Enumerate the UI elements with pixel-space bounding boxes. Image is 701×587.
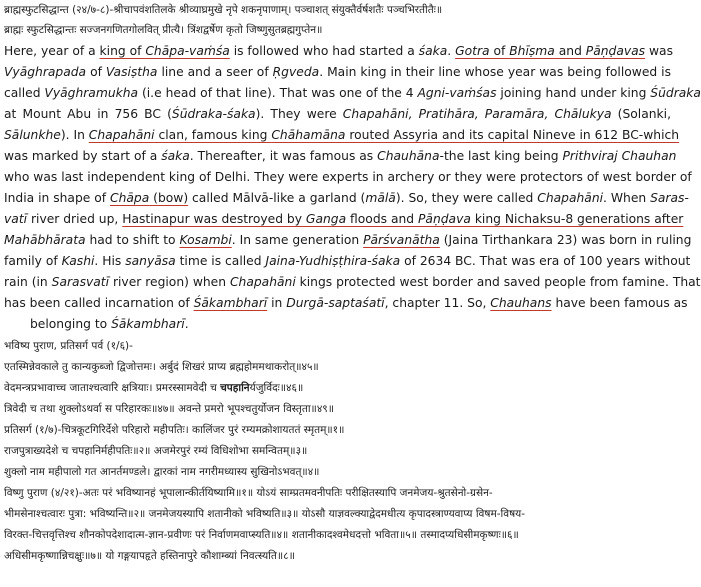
italic-term: vatī	[4, 212, 28, 226]
verse-text: र्यजुर्विदः॥४६॥	[249, 382, 304, 394]
italic-term: mālā	[365, 191, 396, 205]
verse-line	[4, 359, 671, 375]
italic-term: Vyāghramukha	[44, 86, 139, 100]
underlined-term: Chauhans	[490, 296, 552, 310]
italic-term: Prithviraj Chauhan	[562, 149, 677, 163]
text-span: family of	[4, 254, 62, 268]
italic-term: Jaina-Yudhiṣṭhira-śaka	[265, 254, 401, 268]
paragraph-line-4	[4, 105, 671, 123]
text-span: of	[86, 65, 106, 79]
underlined-phrase: clan, famous king	[154, 128, 272, 142]
text-span: -the last king being	[439, 149, 563, 163]
text-span: time is called	[175, 254, 266, 268]
verse-text: भविष्य पुराण, प्रतिसर्ग पर्व (१/६)-	[4, 340, 133, 352]
verse-text: वेदमन्त्रप्रभावाच्च जाताश्चत्वारि क्षत्रियाः। प्रमरस्सामवेदी च	[4, 382, 221, 394]
italic-term: sanyāsa	[125, 254, 176, 268]
text-span: Here, year of a	[4, 44, 100, 58]
text-span: have been famous as	[551, 296, 688, 310]
paragraph-line-6	[4, 147, 677, 165]
text-span: ). They were	[255, 107, 343, 121]
underlined-phrase: (bow)	[149, 191, 189, 205]
text-span: called Mālvā-like a garland (	[188, 191, 366, 205]
underlined-term: Bhīṣma	[509, 44, 555, 58]
italic-term: Durgā-saptaśatī	[286, 296, 385, 310]
verse-line	[4, 401, 671, 417]
sanskrit-text: ब्राह्मस्फुटसिद्धान्त (२४/७-८)-श्रीचापवंशतिलके श्रीव्याघ्रमुखे नृपे शकनृपाणाम्। पञ्चाशत् संयुक्तैर्वर्षशतैः पञ्चभिरतीतैः॥	[4, 4, 443, 16]
italic-term: Mahābhārata	[4, 233, 86, 247]
verse-heading	[4, 338, 671, 354]
text-span: line and a seer of	[157, 65, 273, 79]
verse-text: एतस्मिन्नेवकाले तु कान्यकुब्जो द्विजोत्तमः। अर्बुदं शिखरं प्राप्य ब्रह्महोममथाकरोत्॥४५॥	[4, 361, 319, 373]
text-span: was marked by start of a	[4, 149, 162, 163]
text-span: belonging to	[30, 317, 112, 331]
paragraph-line-3	[4, 84, 701, 102]
text-span: . His	[94, 254, 126, 268]
text-span: joining hand under king	[496, 86, 651, 100]
italic-term: Chapahāni, Pratihāra, Paramāra, Chālukya	[342, 107, 612, 121]
italic-term: Chapahāni	[229, 275, 296, 289]
underlined-phrase: of	[489, 44, 510, 58]
italic-term: śaka	[161, 149, 190, 163]
paragraph-line-5	[4, 126, 680, 144]
italic-term: Śūdraka	[650, 86, 701, 100]
text-span: India in shape of	[4, 191, 110, 205]
text-span: , chapter 11. So,	[384, 296, 491, 310]
italic-term: Saras-	[650, 191, 689, 205]
text-span: river dried up,	[27, 212, 123, 226]
underlined-term: Śākambharī	[193, 296, 268, 310]
text-span: . When	[603, 191, 651, 205]
italic-term: Kashi	[61, 254, 95, 268]
verse-line	[4, 485, 671, 501]
text-span: of 2634 BC. That was era of 100 years without	[400, 254, 691, 268]
underlined-term: Pārśvanātha	[363, 233, 440, 247]
text-span: who was last independent king of Delhi. They were experts in archery or they were protectors of west border of	[4, 170, 692, 184]
verse-text: प्रतिसर्ग (१/७)-चित्रकूटगिरिर्देशे परिहारो महीपतिः। कालिंजर पुरं रम्यमक्रोशायततं स्मृतम्॥१॥	[4, 424, 345, 436]
italic-term: Sālunkhe	[4, 128, 61, 142]
underlined-phrase: Hastinapur was destroyed by	[122, 212, 306, 226]
italic-term: Agni-vaṁśas	[417, 86, 497, 100]
sanskrit-text: ब्राह्मः स्फुटसिद्धान्तः सज्जनगणितगोलवित् प्रीत्यै। त्रिंशद्वर्षेण कृतो जिष्णुसुतब्रह्मगुप्तेन॥	[4, 24, 323, 36]
underlined-phrase: routed Assyria and its capital Nineve in 612 BC-which	[345, 128, 680, 142]
verse-text: विष्णु पुराण (४/२१)-अतः परं भविष्यानहं भूपालान्कीर्तयिष्यामि॥१॥ योऽयं साम्प्रतमवनीपतिः परीक्षितस्यापि जनमेजय-श्रुतसेनो-ग्रसेन-	[4, 487, 493, 499]
text-span: ). In	[60, 128, 89, 142]
text-span: . In same generation	[231, 233, 364, 247]
text-span: .	[447, 44, 456, 58]
paragraph-line-10	[4, 231, 692, 249]
underlined-phrase: floods and	[346, 212, 418, 226]
paragraph-line-13	[4, 294, 688, 312]
underlined-term: Ganga	[305, 212, 347, 226]
text-span: was	[645, 44, 674, 58]
verse-line	[4, 548, 671, 564]
paragraph-line-11	[4, 252, 691, 270]
text-span: kings protected west border and saved people from famine. That	[295, 275, 701, 289]
sanskrit-line-2	[4, 22, 671, 38]
text-span: ). So, they were called	[395, 191, 538, 205]
italic-term: Chapahāni	[537, 191, 604, 205]
paragraph-line-12	[4, 273, 701, 291]
text-span: is followed who had started a	[229, 44, 419, 58]
italic-term: Ṛgveda	[272, 65, 320, 79]
paragraph-line-7	[4, 168, 692, 186]
text-span: . Main king in their line whose year was being followed is	[319, 65, 671, 79]
verse-line	[4, 443, 671, 459]
italic-term: Vyāghrapada	[4, 65, 87, 79]
text-span: (i.e head of that line). That was one of the 4	[138, 86, 418, 100]
verse-line	[4, 527, 671, 543]
verse-text: राजपुत्राख्यदेशे च चपहानिर्महीपतिः॥२॥ अजमेरपुरं रम्यं विधिशोभा समन्वितम्॥३॥	[4, 445, 308, 457]
italic-term: Śākambharī	[111, 317, 185, 331]
text-span: in	[267, 296, 287, 310]
text-span: rain (in	[4, 275, 52, 289]
text-span: had to shift to	[85, 233, 180, 247]
italic-term: Vasiṣtha	[105, 65, 158, 79]
verse-line	[4, 464, 671, 480]
verse-text: अधिसीमकृष्णान्निचक्षुः॥७॥ यो गङ्गयापहृते हस्तिनापुरे कौशाम्ब्यां निवत्स्यति॥८॥	[4, 550, 295, 562]
verse-text: भीमसेनाश्चत्वारः पुत्रा: भविष्यन्ति॥२॥ जनमेजयस्यापि शतानीको भविष्यति॥३॥ योऽसौ याज्ञवल्क्याद्वेदमधीत्य कृपादस्त्राण्यवाप्य विषम-विषय-	[4, 508, 526, 520]
paragraph-line-2	[4, 63, 671, 81]
underlined-term: Chapahāni	[88, 128, 155, 142]
bold-term: चपहानि	[220, 382, 250, 394]
underlined-phrase: king Nichaksu-8 generations after	[470, 212, 684, 226]
underlined-phrase: king of	[99, 44, 146, 58]
verse-line	[4, 380, 671, 396]
paragraph-line-8	[4, 189, 689, 207]
italic-term: Sarasvatī	[51, 275, 110, 289]
text-span: .	[184, 317, 189, 331]
underlined-term: Chāpa	[109, 191, 150, 205]
verse-text: शुक्लो नाम महीपालो गत आनर्तमण्डले। द्वारकां नाम नगरीमध्यास्य सुखिनोऽभवत्॥४॥	[4, 466, 320, 478]
paragraph-line-9	[4, 210, 684, 228]
italic-term: Chauhāna	[377, 149, 440, 163]
verse-text: त्रिवेदी च तथा शुक्लोऽथर्वा स परिहारकः॥४७॥ अवन्ते प्रमरो भूपश्चतुर्योजन विस्तृता॥४९॥	[4, 403, 335, 415]
text-span: at Mount Abu in 756 BC (	[4, 107, 172, 121]
underlined-term: Kosambi	[179, 233, 232, 247]
underlined-term: Pāṇḍava	[418, 212, 471, 226]
text-span: (Solanki,	[611, 107, 671, 121]
italic-term: Śūdraka-śaka	[171, 107, 256, 121]
underlined-term: Chāpa-vaṁśa	[145, 44, 230, 58]
text-span: has been called incarnation of	[4, 296, 194, 310]
text-span: (Jaina Tirthankara 23) was born in ruling	[439, 233, 692, 247]
sanskrit-line-1	[4, 2, 671, 18]
verse-line	[4, 506, 671, 522]
text-span: river region) when	[109, 275, 230, 289]
paragraph-line-1	[4, 42, 674, 60]
underlined-term: Pāṇḍavas	[585, 44, 646, 58]
verse-text: विरक्त-चित्तवृत्तिश्च शौनकोपदेशादात्म-ज्ञान-प्रवीणः परं निर्वाणमवाप्स्यति॥४॥ शतानीकादश्वमेधदत्तो भविता॥५॥ तस्मादप्यधिसीमकृष्णः॥६॥	[4, 529, 519, 541]
underlined-term: Chāhamāna	[271, 128, 346, 142]
text-span: . Thereafter, it was famous as	[189, 149, 378, 163]
italic-term: śaka	[418, 44, 448, 58]
verse-line	[4, 422, 671, 438]
paragraph-line-14	[30, 315, 671, 333]
text-span: called	[4, 86, 45, 100]
underlined-term: Gotra	[455, 44, 490, 58]
underlined-phrase: and	[554, 44, 586, 58]
